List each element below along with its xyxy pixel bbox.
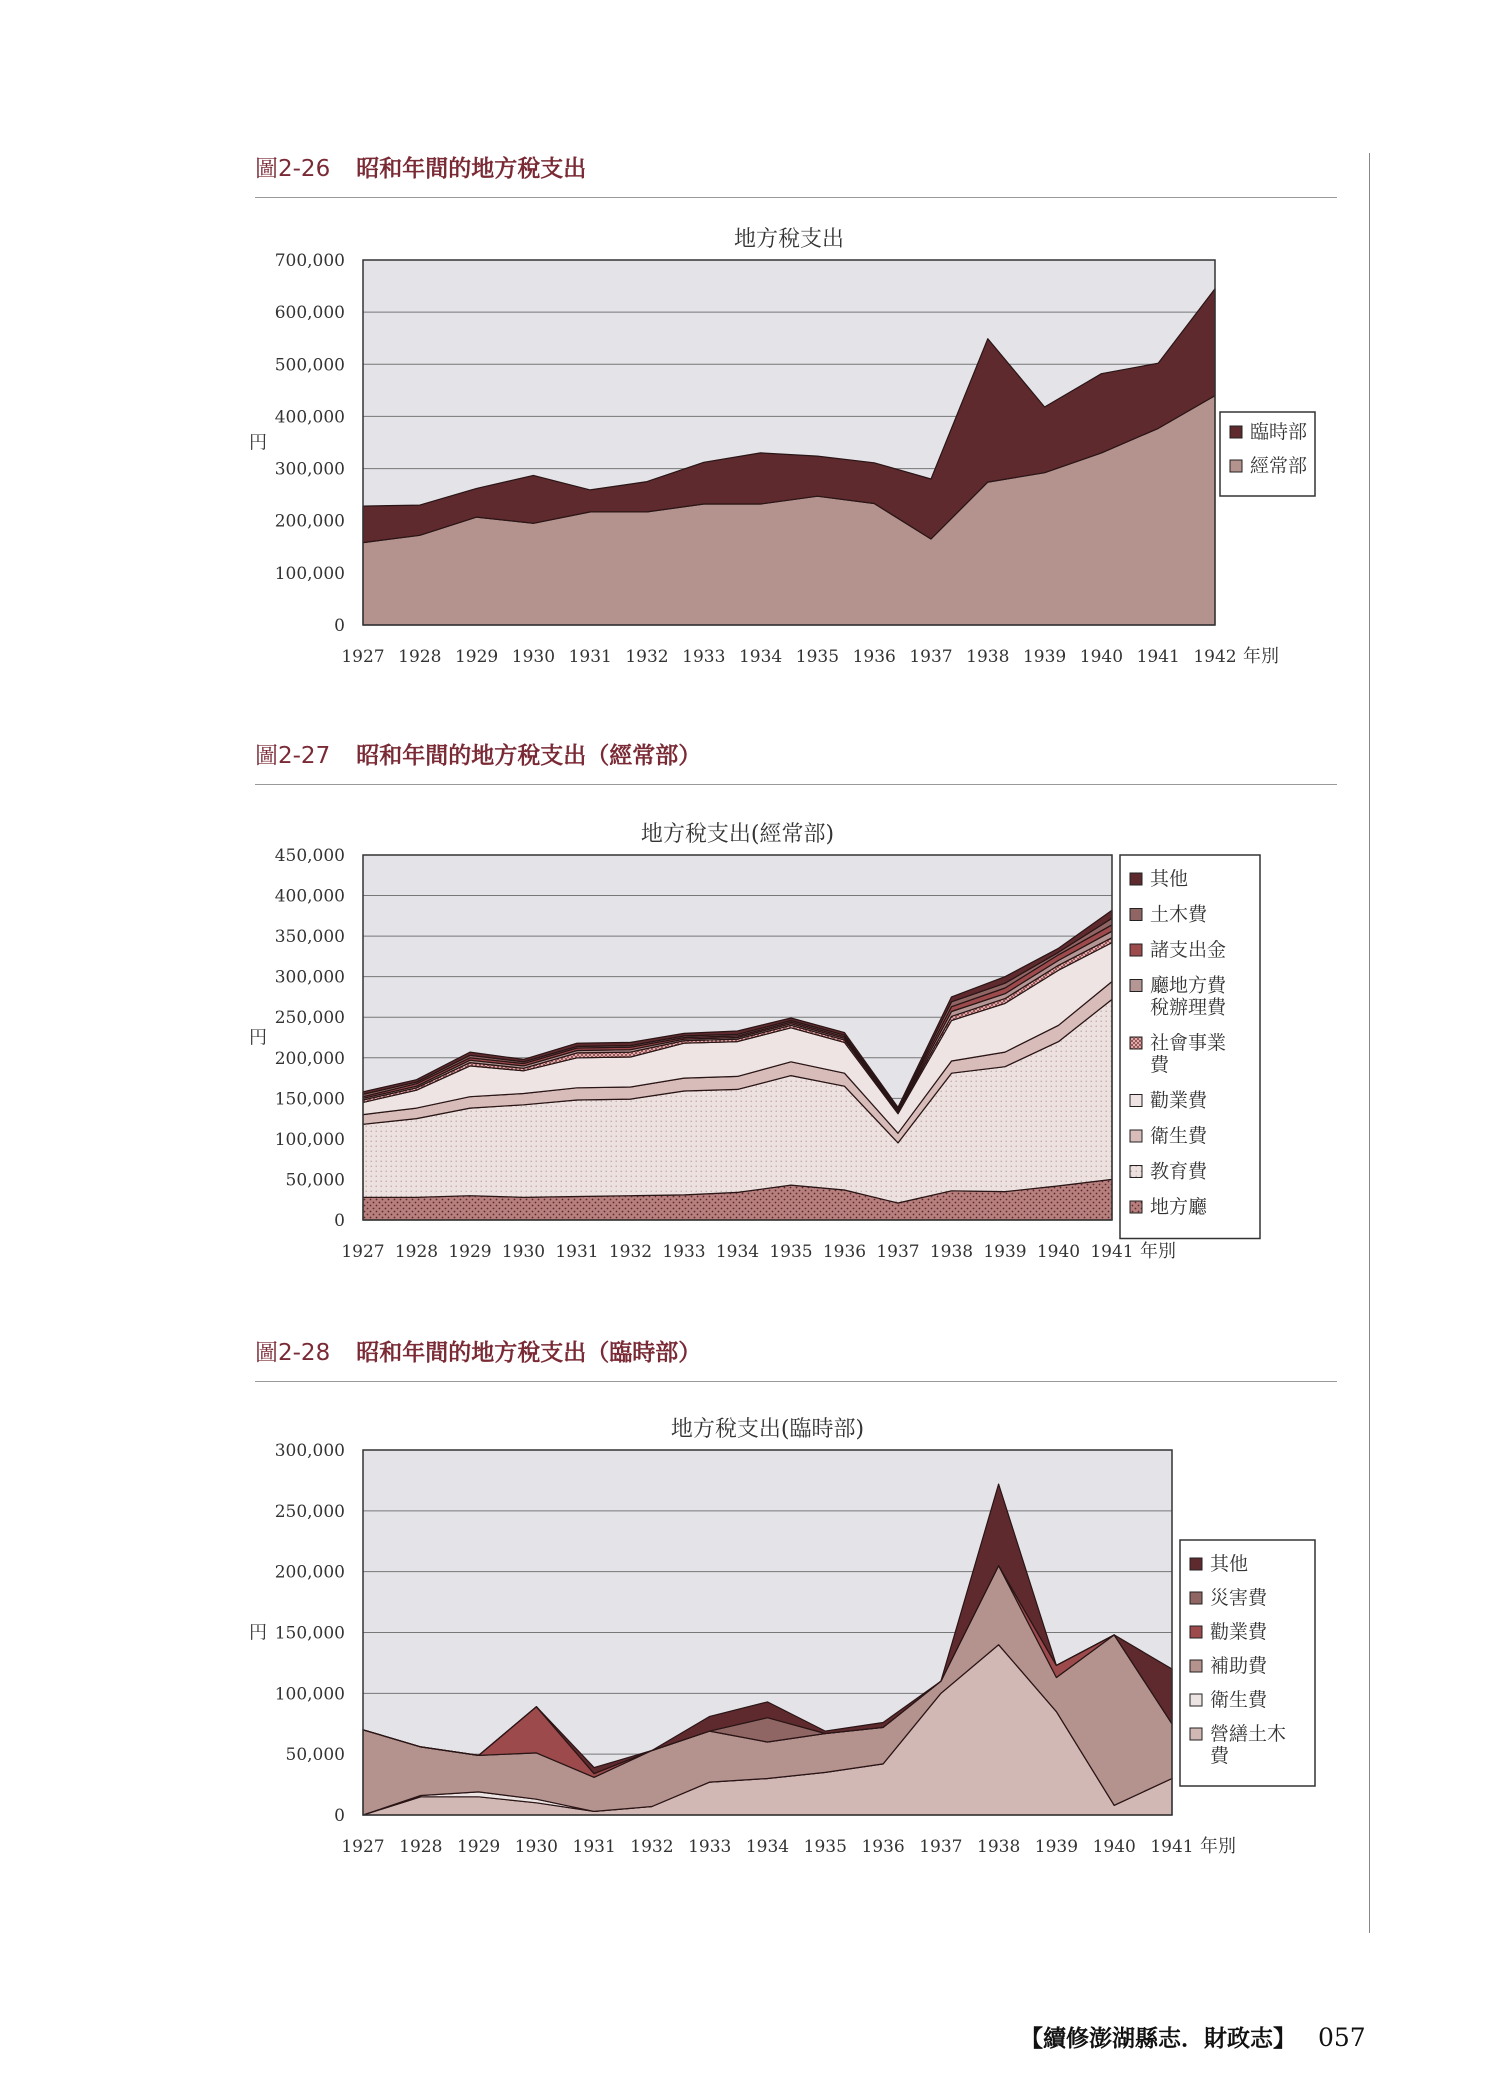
legend-label: 衛生費 — [1210, 1689, 1268, 1711]
legend-label: 廳地方費稅辦理費 — [1150, 974, 1227, 1019]
y-tick-label: 0 — [334, 616, 345, 636]
figure-number: 圖2-26 — [255, 156, 331, 182]
y-tick-label: 150,000 — [274, 1623, 345, 1644]
x-tick-label: 1934 — [715, 1242, 760, 1262]
x-tick-label: 1931 — [568, 647, 612, 667]
y-tick-label: 400,000 — [274, 407, 345, 428]
legend-label: 其他 — [1150, 868, 1189, 890]
x-tick-label: 1937 — [919, 1837, 963, 1857]
figure-heading-2 — [255, 737, 1337, 785]
footer-title: 【續修澎湖縣志．財政志】 — [1020, 2025, 1296, 2052]
legend-swatch — [1190, 1626, 1202, 1638]
y-tick-label: 300,000 — [274, 967, 345, 988]
x-tick-label: 1928 — [394, 1242, 439, 1262]
legend-swatch — [1130, 1130, 1142, 1142]
x-axis-label: 年別 — [1200, 1836, 1236, 1857]
y-tick-label: 200,000 — [274, 1048, 345, 1069]
y-tick-label: 100,000 — [274, 1129, 345, 1150]
legend-label: 營繕土木費 — [1210, 1723, 1287, 1767]
y-tick-label: 150,000 — [274, 1089, 345, 1110]
x-tick-label: 1932 — [630, 1837, 674, 1857]
y-tick-label: 100,000 — [274, 563, 345, 584]
x-tick-label: 1930 — [514, 1837, 558, 1857]
figure-number: 圖2-27 — [255, 743, 331, 769]
x-tick-label: 1927 — [341, 647, 385, 667]
legend-label: 社會事業費 — [1150, 1032, 1227, 1076]
x-tick-label: 1939 — [983, 1242, 1027, 1262]
x-tick-label: 1930 — [501, 1242, 546, 1262]
page-footer — [1020, 2020, 1366, 2053]
x-tick-label: 1933 — [662, 1242, 706, 1262]
legend-label: 勸業費 — [1150, 1089, 1208, 1112]
legend-label: 補助費 — [1210, 1655, 1268, 1677]
x-tick-label: 1929 — [454, 647, 499, 667]
legend-label: 勸業費 — [1210, 1621, 1268, 1643]
x-tick-label: 1932 — [608, 1242, 653, 1262]
x-tick-label: 1928 — [399, 1837, 443, 1857]
x-tick-label: 1929 — [448, 1242, 492, 1262]
legend-label: 教育費 — [1150, 1160, 1208, 1183]
x-tick-label: 1940 — [1036, 1242, 1081, 1262]
y-tick-label: 300,000 — [274, 1441, 345, 1461]
chart-local-tax-expenditure — [0, 215, 1500, 685]
page-number: 057 — [1318, 2023, 1366, 2052]
y-tick-label: 100,000 — [274, 1684, 345, 1705]
figure-heading-1 — [255, 150, 1337, 198]
figure-title: 昭和年間的地方稅支出 — [356, 156, 587, 182]
y-tick-label: 500,000 — [274, 355, 345, 376]
legend-swatch — [1130, 1095, 1142, 1107]
x-tick-label: 1936 — [861, 1837, 905, 1857]
legend-label: 衛生費 — [1150, 1125, 1208, 1147]
legend-label: 經常部 — [1250, 455, 1308, 477]
y-tick-label: 0 — [334, 1211, 345, 1231]
legend-swatch — [1130, 944, 1142, 956]
legend-swatch — [1190, 1592, 1202, 1604]
y-tick-label: 200,000 — [274, 511, 345, 532]
y-tick-label: 250,000 — [274, 1008, 345, 1029]
legend-swatch — [1230, 426, 1242, 438]
x-tick-label: 1930 — [511, 647, 556, 667]
y-tick-label: 350,000 — [274, 927, 345, 948]
x-tick-label: 1941 — [1136, 647, 1180, 667]
legend-label: 臨時部 — [1250, 421, 1308, 443]
y-axis-label: 円 — [249, 1622, 267, 1644]
x-tick-label: 1934 — [745, 1837, 790, 1857]
y-tick-label: 0 — [334, 1806, 345, 1826]
legend-swatch — [1130, 909, 1142, 921]
x-tick-label: 1927 — [341, 1242, 385, 1262]
x-tick-label: 1939 — [1022, 647, 1067, 667]
y-tick-label: 400,000 — [274, 886, 345, 907]
x-tick-label: 1939 — [1034, 1837, 1079, 1857]
legend-swatch — [1190, 1728, 1202, 1740]
legend-swatch — [1130, 980, 1142, 992]
x-tick-label: 1927 — [341, 1837, 385, 1857]
legend-swatch — [1190, 1660, 1202, 1672]
x-tick-label: 1940 — [1092, 1837, 1136, 1857]
x-tick-label: 1935 — [803, 1837, 847, 1857]
x-tick-label: 1935 — [795, 647, 840, 667]
y-tick-label: 250,000 — [274, 1501, 345, 1522]
chart-title: 地方稅支出 — [733, 227, 845, 252]
figure-heading-3 — [255, 1334, 1337, 1382]
x-tick-label: 1935 — [769, 1242, 813, 1262]
figure-title: 昭和年間的地方稅支出（經常部） — [356, 743, 702, 769]
y-axis-label: 円 — [249, 432, 267, 454]
figure-title: 昭和年間的地方稅支出（臨時部） — [356, 1340, 702, 1366]
y-tick-label: 200,000 — [274, 1562, 345, 1583]
y-tick-label: 300,000 — [274, 459, 345, 480]
legend-swatch — [1230, 460, 1242, 472]
legend-label: 地方廳 — [1150, 1196, 1208, 1218]
legend-swatch — [1130, 1166, 1142, 1178]
x-tick-label: 1941 — [1090, 1242, 1134, 1262]
x-tick-label: 1931 — [572, 1837, 616, 1857]
x-tick-label: 1933 — [682, 647, 726, 667]
x-tick-label: 1934 — [738, 647, 783, 667]
x-tick-label: 1931 — [555, 1242, 599, 1262]
legend-label: 土木費 — [1150, 903, 1208, 926]
x-tick-label: 1938 — [977, 1837, 1021, 1857]
x-axis-label: 年別 — [1243, 646, 1279, 667]
x-tick-label: 1940 — [1079, 647, 1124, 667]
x-tick-label: 1929 — [456, 1837, 501, 1857]
legend-swatch — [1190, 1558, 1202, 1570]
chart-ordinary-expenditure — [0, 805, 1500, 1285]
legend-label: 諸支出金 — [1150, 939, 1227, 961]
x-tick-label: 1936 — [822, 1242, 867, 1262]
chart-extraordinary-expenditure — [0, 1405, 1500, 1885]
x-tick-label: 1938 — [966, 647, 1010, 667]
figure-number: 圖2-28 — [255, 1340, 331, 1366]
x-tick-label: 1932 — [625, 647, 669, 667]
legend-swatch — [1130, 1037, 1142, 1049]
chart-title: 地方稅支出(臨時部) — [670, 1417, 865, 1442]
x-tick-label: 1941 — [1150, 1837, 1194, 1857]
y-tick-label: 450,000 — [274, 846, 345, 866]
x-tick-label: 1933 — [688, 1837, 732, 1857]
legend-swatch — [1130, 873, 1142, 885]
x-tick-label: 1928 — [398, 647, 442, 667]
y-axis-label: 円 — [249, 1027, 267, 1049]
legend-swatch — [1190, 1694, 1202, 1706]
x-tick-label: 1937 — [909, 647, 953, 667]
y-tick-label: 50,000 — [285, 1170, 345, 1191]
x-tick-label: 1938 — [929, 1242, 974, 1262]
legend-label: 其他 — [1210, 1553, 1249, 1575]
y-tick-label: 50,000 — [285, 1745, 345, 1766]
chart-title: 地方稅支出(經常部) — [640, 822, 835, 847]
y-tick-label: 700,000 — [274, 251, 345, 271]
x-tick-label: 1936 — [852, 647, 896, 667]
x-tick-label: 1942 — [1193, 647, 1237, 667]
legend-label: 災害費 — [1210, 1587, 1268, 1609]
y-tick-label: 600,000 — [274, 303, 345, 324]
x-axis-label: 年別 — [1140, 1241, 1176, 1262]
legend-swatch — [1130, 1201, 1142, 1213]
x-tick-label: 1937 — [876, 1242, 920, 1262]
